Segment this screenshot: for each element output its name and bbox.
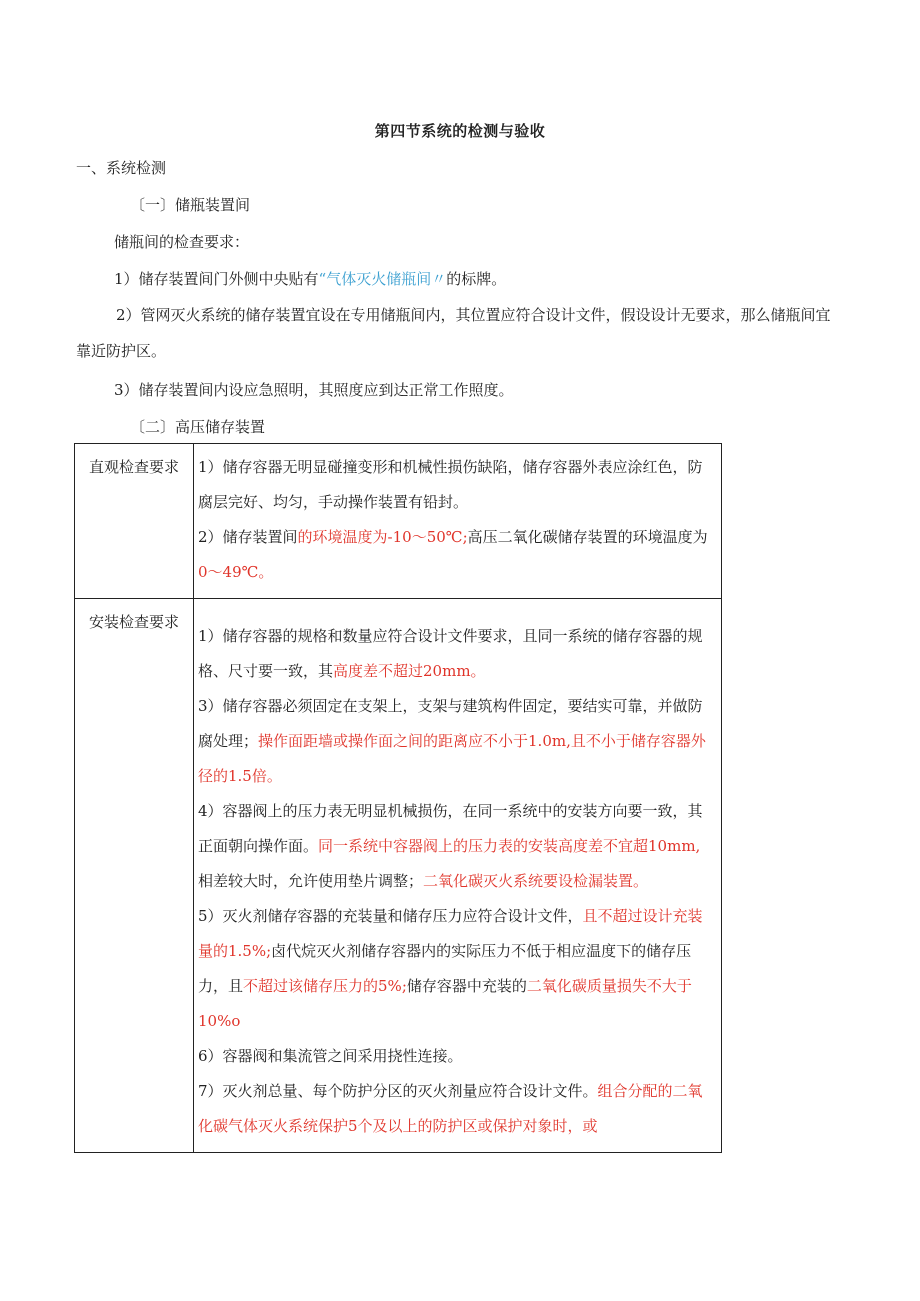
section-heading: 一、系统检测 — [76, 159, 167, 177]
requirements-table — [74, 443, 722, 1153]
install-item-4 — [198, 794, 715, 899]
visual-item-2-highlight-b: 0～49℃。 — [198, 563, 274, 581]
install-item-6: 6）容器阀和集流管之间采用挠性连接。 — [198, 1047, 463, 1065]
install-item-7 — [198, 1074, 715, 1144]
install-item-5-text-b: 卤代烷灭火剂储存容器内的实际压力不低于相应温度下的储存压力，且 — [198, 942, 692, 995]
install-item-7-text: 7）灭火剂总量、每个防护分区的灭火剂量应符合设计文件。 — [198, 1082, 598, 1100]
install-item-3-text: 3）储存容器必须固定在支架上，支架与建筑构件固定，要结实可靠，并做防腐处理； — [198, 697, 703, 750]
install-item-4-highlight-b: 二氧化碳灭火系统要设检漏装置。 — [423, 872, 649, 890]
table-row — [75, 599, 722, 1153]
install-item-3-highlight: 操作面距墙或操作面之间的距离应不小于1.0m,且不小于储存容器外径的1.5倍。 — [198, 732, 706, 785]
row-label-visual-inspection: 直观检查要求 — [75, 444, 194, 599]
install-item-5-text: 5）灭火剂储存容器的充装量和储存压力应符合设计文件， — [198, 907, 583, 925]
install-item-3 — [198, 689, 715, 794]
visual-item-1: 1）储存容器无明显碰撞变形和机械性损伤缺陷，储存容器外表应涂红色，防腐层完好、均匀，手动操作装置有铅封。 — [198, 458, 703, 511]
subsection-heading-cylinder-room: 〔一〕储瓶装置间 — [130, 196, 251, 214]
paragraph-1-text-a: 1）储存装置间门外侧中央贴有 — [114, 270, 319, 288]
install-item-1-text: 1）储存容器的规格和数量应符合设计文件要求，且同一系统的储存容器的规格、尺寸要一致，其 — [198, 627, 703, 680]
install-item-5-highlight-c: 二氧化碳质量损失不大于10%o — [198, 977, 692, 1030]
install-item-5-highlight-b: 不超过该储存压力的5%; — [243, 977, 407, 995]
row-content-visual-inspection — [194, 444, 722, 599]
table-row — [75, 444, 722, 599]
install-item-1-highlight: 高度差不超过20mm。 — [333, 662, 486, 680]
install-item-7-highlight: 组合分配的二氧化碳气体灭火系统保护5个及以上的防护区或保护对象时，或 — [198, 1082, 703, 1135]
paragraph-1 — [114, 268, 506, 289]
paragraph-1-sign-name: “气体灭火储瓶间〃 — [318, 270, 447, 288]
visual-item-2-highlight: 的环境温度为-10～50℃; — [297, 528, 468, 546]
install-item-5-highlight: 且不超过设计充装量的1.5%; — [198, 907, 703, 960]
install-item-4-highlight: 同一系统中容器阀上的压力表的安装高度差不宜超10mm, — [318, 837, 701, 855]
page-title: 第四节系统的检测与验收 — [374, 122, 546, 140]
install-item-5-text-c: 储存容器中充装的 — [406, 977, 527, 995]
visual-item-2-text: 2）储存装置间 — [198, 528, 298, 546]
paragraph-2: 2）管网灭火系统的储存装置宜设在专用储瓶间内，其位置应符合设计文件，假设设计无要求，那么储瓶间宜靠近防护区。 — [76, 306, 831, 360]
paragraph-3: 3）储存装置间内设应急照明，其照度应到达正常工作照度。 — [114, 381, 514, 399]
subsection-heading-high-pressure: 〔二〕高压储存装置 — [130, 418, 266, 436]
paragraph-1-text-c: 的标牌。 — [446, 270, 507, 288]
visual-item-2 — [198, 520, 715, 590]
visual-item-2-text-b: 高压二氧化碳储存装置的环境温度为 — [467, 528, 708, 546]
install-item-4-text-b: 相差较大时，允许使用垫片调整； — [198, 872, 424, 890]
row-label-installation-inspection: 安装检查要求 — [75, 599, 194, 1153]
intro-text: 储瓶间的检查要求： — [114, 233, 250, 251]
install-item-1 — [198, 619, 715, 689]
install-item-4-text: 4）容器阀上的压力表无明显机械损伤，在同一系统中的安装方向要一致，其正面朝向操作面。 — [198, 802, 703, 855]
install-item-5 — [198, 899, 715, 1039]
row-content-installation-inspection — [194, 599, 722, 1153]
